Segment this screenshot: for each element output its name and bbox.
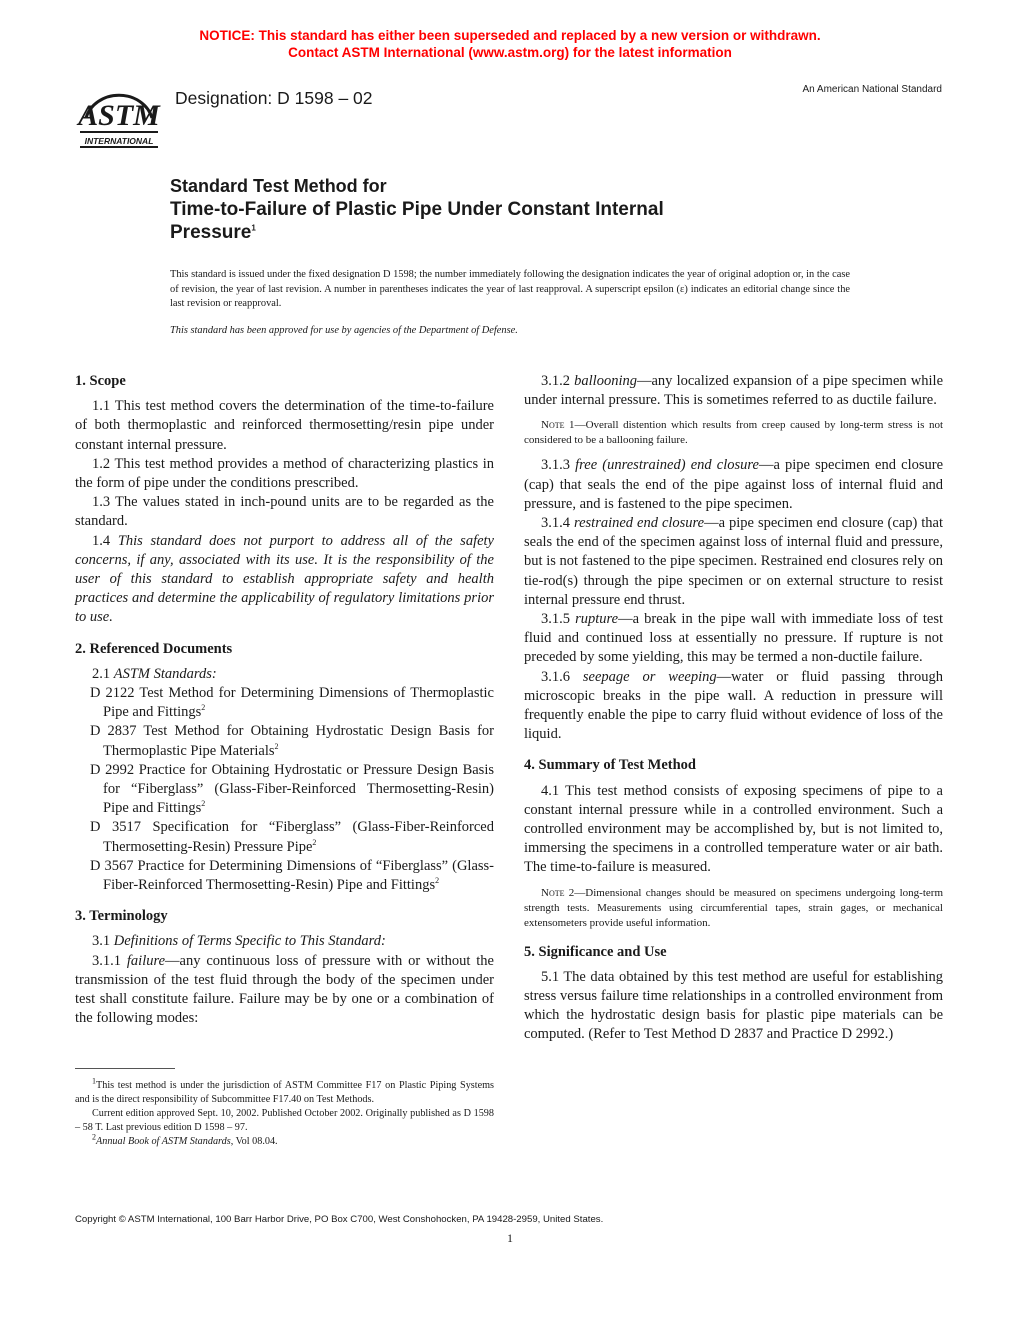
reference-item: [75, 761, 494, 819]
footnote-1-text: This test method is under the jurisdiction of ASTM Committee F17 on Plastic Piping Systems and is the direct responsibility of Subcommittee F17.40 on Test Methods.: [75, 1080, 494, 1105]
title-line-3-text: Pressure: [170, 222, 252, 243]
definition-free-end-closure: —a pipe specimen end closure (cap) that seals the end of the pipe against loss of internal fluid and pressure, and is fastened to the pipe specimen.: [524, 457, 944, 512]
section-heading-significance: 5. Significance and Use: [524, 943, 667, 960]
paragraph-3-1-3-number: 3.1.3: [541, 457, 576, 474]
reference-item: [75, 684, 494, 722]
footnote-2-book: Annual Book of ASTM Standards: [96, 1136, 231, 1147]
section-heading-referenced: 2. Referenced Documents: [75, 640, 233, 657]
copyright-line: Copyright © ASTM International, 100 Barr Harbor Drive, PO Box C700, West Conshohocken, PA 19428-2959, United States.: [75, 1214, 604, 1225]
term-failure: failure: [126, 952, 166, 969]
paragraph-2-1-number: 2.1: [92, 665, 114, 682]
term-free-end-closure: free (unrestrained) end closure: [575, 457, 759, 474]
note-2-text: —Dimensional changes should be measured on specimens undergoing long-term strength tests. Measurements using circumferential tapes, strain gages, or mechanical extensometers provide useful information.: [524, 886, 943, 929]
paragraph-3-1-2: [524, 372, 943, 410]
title-line-1: Standard Test Method for: [170, 176, 387, 196]
paragraph-1-4: [75, 532, 494, 628]
page-title: [170, 175, 890, 244]
reference-text: D 3567 Practice for Determining Dimensions of “Fiberglass” (Glass-Fiber-Reinforced Thermosetting-Resin) Pipe and Fittings: [90, 857, 494, 894]
note-1-text: —Overall distention which results from creep caused by long-term stress is not considered to be a ballooning failure.: [524, 419, 943, 447]
term-seepage: seepage or weeping: [582, 668, 717, 685]
paragraph-1-4-text: This standard does not purport to address all of the safety concerns, if any, associated with its use. It is the responsibility of the user of this standard to establish appropriate safety and health practices and determine the applicability of regulatory limitations prior to use.: [75, 532, 494, 626]
reference-text: D 2837 Test Method for Obtaining Hydrostatic Design Basis for Thermoplastic Pipe Materials: [90, 723, 494, 759]
footnote-2: [75, 1132, 494, 1149]
footnote-2-volume: , Vol 08.04.: [230, 1136, 278, 1147]
section-heading-terminology: 3. Terminology: [75, 908, 168, 925]
definition-rupture: —a break in the pipe wall with immediate loss of test fluid and continued loss at essentially no pressure. If rupture is not preceded by some yielding, this may be termed a non-ductile failure.: [524, 611, 943, 666]
paragraph-1-3: 1.3 The values stated in inch-pound units are to be regarded as the standard.: [75, 494, 494, 530]
definition-ballooning: —any localized expansion of a pipe specimen while under internal pressure. This is sometimes referred to as ductile failure.: [524, 373, 944, 409]
paragraph-2-1: [75, 665, 494, 684]
paragraph-5-1: 5.1 The data obtained by this test method are useful for establishing stress versus failure time relationships in a controlled environment from which the hydrostatic design basis for plastic pipe materials can be computed. (Refer to Test Method D 2837 and Practice D 2992.): [524, 968, 943, 1043]
reference-item: [75, 818, 494, 856]
section-heading-summary: 4. Summary of Test Method: [524, 757, 696, 774]
footnotes: [75, 1076, 494, 1149]
notice-line-2: Contact ASTM International (www.astm.org) for the latest information: [288, 45, 732, 60]
section-heading-scope: 1. Scope: [75, 373, 126, 389]
footnote-divider: [75, 1068, 175, 1069]
paragraph-3-1-5-number: 3.1.5: [541, 611, 576, 628]
reference-text: D 2122 Test Method for Determining Dimensions of Thermoplastic Pipe and Fittings: [90, 685, 494, 721]
designation: Designation: D 1598 – 02: [175, 88, 373, 108]
logo-subtext: INTERNATIONAL: [84, 136, 154, 146]
note-2: [524, 886, 943, 931]
astm-international-logo-icon: [74, 78, 164, 152]
note-2-label: Note 2: [541, 886, 575, 899]
reference-item: [75, 857, 494, 895]
paragraph-1-4-number: 1.4: [92, 532, 118, 549]
reference-item: [75, 722, 494, 760]
reference-footnote-ref: 2: [201, 799, 206, 809]
dod-approval-note: This standard has been approved for use by agencies of the Department of Defense.: [170, 325, 518, 336]
paragraph-3-1-1-number: 3.1.1: [92, 952, 127, 969]
logo-text: ASTM: [78, 99, 160, 132]
paragraph-3-1-4-number: 3.1.4: [541, 515, 574, 532]
paragraph-3-1-3: [524, 456, 943, 514]
paragraph-3-1-5: [524, 610, 943, 668]
reference-text: D 3517 Specification for “Fiberglass” (Glass-Fiber-Reinforced Thermosetting-Resin) Pressure Pipe: [90, 819, 494, 855]
definition-failure: —any continuous loss of pressure with or without the transmission of the test fluid through the body of the specimen under test shall constitute failure. Failure may be by one or a combination of the following modes:: [75, 952, 494, 1027]
left-column: [75, 372, 494, 1029]
paragraph-2-1-text: ASTM Standards:: [113, 665, 217, 682]
paragraph-3-1-6: [524, 668, 943, 745]
paragraph-3-1-1: [75, 952, 494, 1029]
footnote-2-marker: 2: [92, 1132, 96, 1142]
paragraph-3-1-6-number: 3.1.6: [541, 668, 583, 685]
paragraph-1-2: 1.2 This test method provides a method of characterizing plastics in the form of pipe under the conditions prescribed.: [75, 455, 494, 492]
definition-restrained-end-closure: —a pipe specimen end closure (cap) that seals the end of the specimen against loss of internal fluid and pressure, but is not fastened to the pipe specimen. Restrained end closures rely on tie-rod(s) through the pipe specimen or on external structure to resist internal pressure end thrust.: [524, 515, 943, 608]
paragraph-3-1-number: 3.1: [92, 933, 114, 950]
paragraph-3-1-text: Definitions of Terms Specific to This Standard:: [113, 933, 386, 950]
definition-seepage: —water or fluid passing through microscopic breaks in the pipe wall. A reduction in pressure will frequently enable the pipe to carry fluid without evidence of loss of the liquid.: [524, 668, 943, 743]
paragraph-3-1-2-number: 3.1.2: [541, 373, 575, 389]
note-1: [524, 418, 943, 448]
title-line-2: Time-to-Failure of Plastic Pipe Under Constant Internal: [170, 199, 664, 220]
designation-note: This standard is issued under the fixed designation D 1598; the number immediately following the designation indicates the year of original adoption or, in the case of revision, the year of last revision. A number in parentheses indicates the year of last reapproval. A superscript epsilon (ε) indicates an editorial change since the last revision or reapproval.: [170, 269, 851, 309]
footnote-1: [75, 1076, 494, 1107]
reference-footnote-ref: 2: [312, 837, 317, 847]
right-column: [524, 372, 943, 1045]
reference-footnote-ref: 2: [274, 741, 279, 751]
reference-text: D 2992 Practice for Obtaining Hydrostatic or Pressure Design Basis for “Fiberglass” (Glass-Fiber-Reinforced Thermosetting-Resin) Pipe and Fittings: [90, 761, 494, 817]
footnote-1-marker: 1: [92, 1076, 96, 1086]
term-restrained-end-closure: restrained end closure: [573, 515, 705, 532]
notice-line-1: NOTICE: This standard has either been superseded and replaced by a new version or withdrawn.: [199, 28, 821, 43]
reference-footnote-ref: 2: [435, 876, 440, 886]
note-1-label: Note 1: [541, 419, 575, 432]
paragraph-3-1: [75, 932, 494, 951]
paragraph-1-1: 1.1 This test method covers the determination of the time-to-failure of both thermoplastic and reinforced thermosetting/resin pipe under constant internal pressure.: [75, 398, 494, 453]
title-line-3: [170, 221, 890, 244]
footnote-1-edition: Current edition approved Sept. 10, 2002. Published October 2002. Originally published as D 1598 – 58 T. Last previous edition D 1598 – 97.: [75, 1108, 494, 1133]
national-standard-label: An American National Standard: [802, 84, 942, 95]
withdrawn-notice: [0, 27, 1020, 61]
term-rupture: rupture: [575, 611, 619, 628]
paragraph-3-1-4: [524, 514, 943, 610]
paragraph-4-1: 4.1 This test method consists of exposing specimens of pipe to a constant internal pressure while in a controlled environment. Such a controlled environment may be accomplished by, but is not limited to, immersing the specimens in a controlled temperature water or air bath. The time-to-failure is measured.: [524, 782, 943, 876]
page-number: 1: [507, 1231, 513, 1245]
term-ballooning: ballooning: [574, 373, 637, 389]
title-footnote-ref: 1: [251, 223, 256, 233]
reference-footnote-ref: 2: [201, 703, 206, 713]
